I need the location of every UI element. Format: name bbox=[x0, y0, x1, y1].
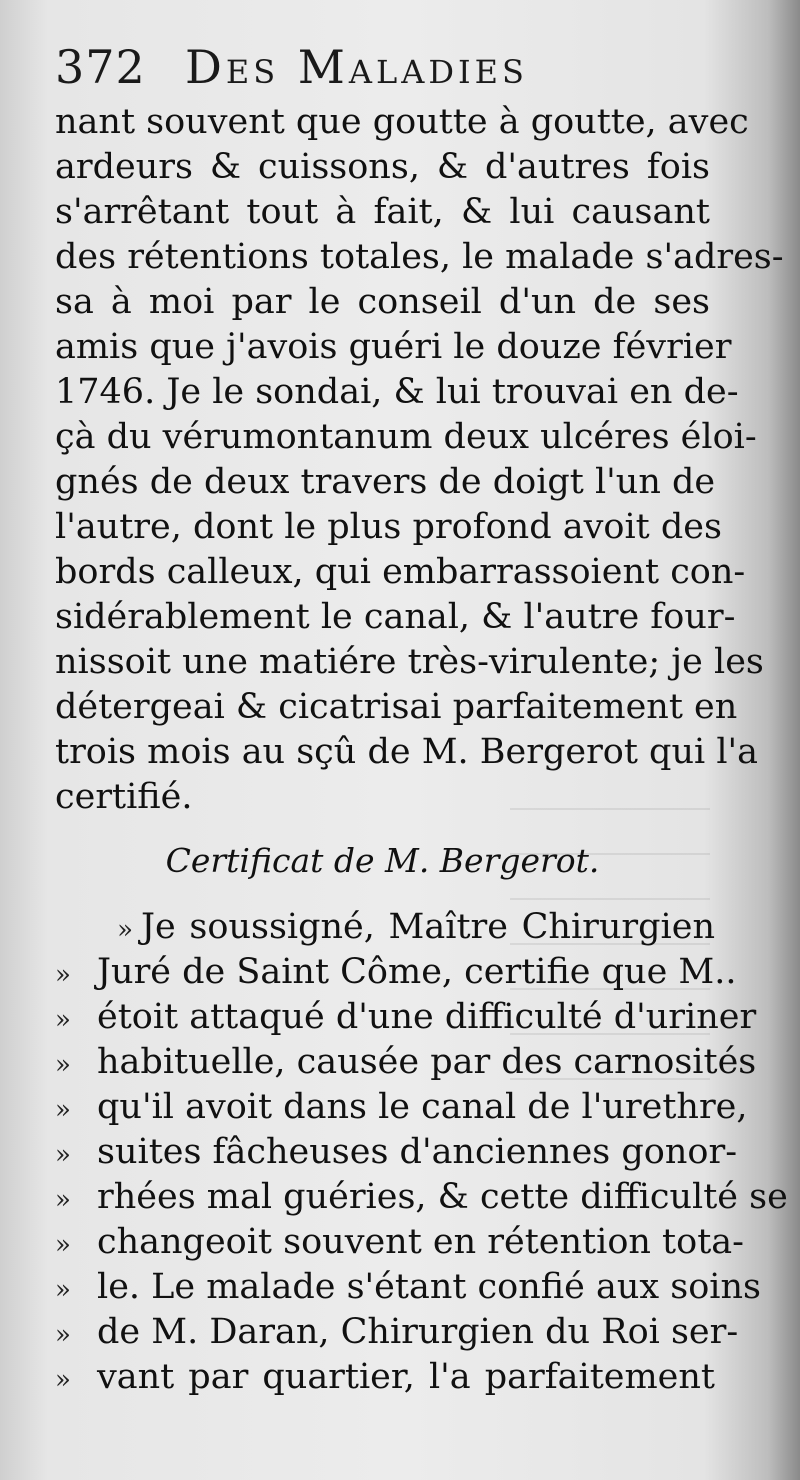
text-line: sidérablement le canal, & l'autre four- bbox=[55, 597, 736, 637]
quote-mark: » bbox=[55, 1095, 71, 1125]
quote-line bbox=[55, 1355, 715, 1400]
paragraph bbox=[55, 100, 784, 820]
quote-line bbox=[55, 1130, 738, 1175]
text-line: sa à moi par le conseil d'un de ses bbox=[55, 282, 710, 322]
text-line: bords calleux, qui embarrassoient con- bbox=[55, 552, 746, 592]
text-line: trois mois au sçû de M. Bergerot qui l'a bbox=[55, 732, 759, 772]
quote-text: rhées mal guéries, & cette difficulté se bbox=[97, 1177, 788, 1217]
text-line: s'arrêtant tout à fait, & lui causant bbox=[55, 192, 710, 232]
quote-text: qu'il avoit dans le canal de l'urethre, bbox=[97, 1087, 748, 1127]
quote-text: habituelle, causée par des carnosités bbox=[97, 1042, 757, 1082]
quote-mark: » bbox=[117, 915, 133, 945]
quote-mark: » bbox=[55, 1230, 71, 1260]
quote-mark: » bbox=[55, 1320, 71, 1350]
quote-mark: » bbox=[55, 960, 71, 990]
quote-text: étoit attaqué d'une difficulté d'uriner bbox=[97, 997, 757, 1037]
quote-text: Juré de Saint Côme, certifie que M.. bbox=[97, 952, 737, 992]
quote-mark: » bbox=[55, 1275, 71, 1305]
quote-text: le. Le malade s'étant confié aux soins bbox=[97, 1267, 761, 1307]
quote-mark: » bbox=[55, 1185, 71, 1215]
text-line: nant souvent que goutte à goutte, avec bbox=[55, 102, 749, 142]
text-line: gnés de deux travers de doigt l'un de bbox=[55, 462, 716, 502]
text-line: détergeai & cicatrisai parfaitement en bbox=[55, 687, 738, 727]
quote-text: vant par quartier, l'a parfaitement bbox=[97, 1357, 715, 1397]
certificate-quote bbox=[55, 905, 788, 1400]
quote-line bbox=[55, 1085, 748, 1130]
quote-line bbox=[55, 1175, 788, 1220]
text-line: des rétentions totales, le malade s'adres- bbox=[55, 237, 784, 277]
page-header bbox=[55, 40, 715, 100]
text-line: l'autre, dont le plus profond avoit des bbox=[55, 507, 722, 547]
quote-text: Je soussigné, Maître Chirurgien bbox=[141, 907, 715, 947]
quote-mark: » bbox=[55, 1140, 71, 1170]
quote-line bbox=[55, 1220, 744, 1265]
quote-line bbox=[55, 1310, 739, 1355]
quote-text: changeoit souvent en rétention tota- bbox=[97, 1222, 744, 1262]
section-heading: Certificat de M. Bergerot. bbox=[165, 841, 600, 880]
text-line: ardeurs & cuissons, & d'autres fois bbox=[55, 147, 710, 187]
quote-text: de M. Daran, Chirurgien du Roi ser- bbox=[97, 1312, 739, 1352]
text-line: nissoit une matiére très-virulente; je les bbox=[55, 642, 764, 682]
quote-line bbox=[55, 950, 737, 995]
running-title: Des Maladies bbox=[185, 40, 528, 94]
quote-line bbox=[55, 1040, 757, 1085]
quote-mark: » bbox=[55, 1365, 71, 1395]
page-number: 372 bbox=[55, 40, 146, 94]
quote-line bbox=[55, 905, 715, 950]
quote-line bbox=[55, 995, 757, 1040]
text-line: certifié. bbox=[55, 777, 193, 817]
quote-mark: » bbox=[55, 1050, 71, 1080]
quote-text: suites fâcheuses d'anciennes gonor- bbox=[97, 1132, 738, 1172]
quote-mark: » bbox=[55, 1005, 71, 1035]
quote-line bbox=[55, 1265, 761, 1310]
text-line: amis que j'avois guéri le douze février bbox=[55, 327, 732, 367]
text-line: çà du vérumontanum deux ulcéres éloi- bbox=[55, 417, 757, 457]
text-line: 1746. Je le sondai, & lui trouvai en de- bbox=[55, 372, 739, 412]
